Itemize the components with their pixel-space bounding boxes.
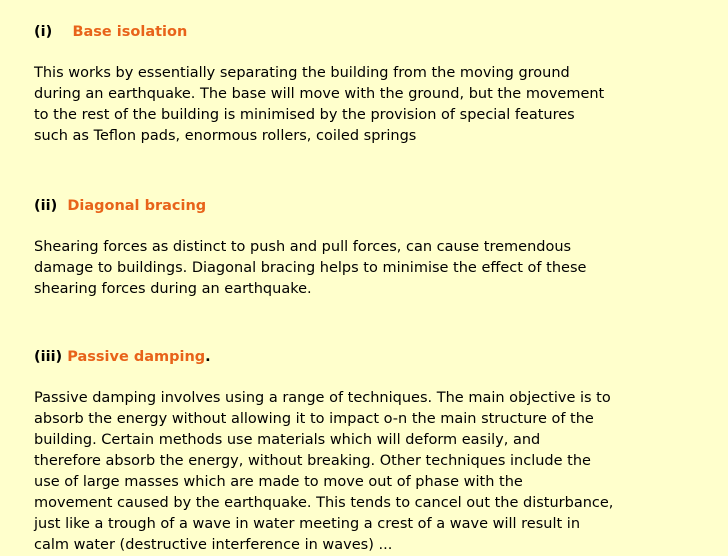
section-paragraph: [34, 237, 724, 300]
paragraph-line: This works by essentially separating the building from the moving ground: [34, 65, 570, 81]
section-diagonal-bracing: [34, 196, 724, 300]
paragraph-line: therefore absorb the energy, without breaking. Other techniques include the: [34, 453, 591, 469]
paragraph-line: Shearing forces as distinct to push and pull forces, can cause tremendous: [34, 239, 572, 255]
section-heading: [34, 347, 724, 367]
paragraph-line: to the rest of the building is minimised by the provision of special features: [34, 107, 575, 123]
paragraph-line: such as Teflon pads, enormous rollers, coiled springs: [34, 128, 417, 144]
section-title-suffix: .: [205, 349, 211, 365]
paragraph-line: calm water (destructive interference in waves) ...: [34, 537, 393, 553]
document-body: [34, 22, 724, 556]
section-heading: [34, 196, 724, 216]
section-title: Diagonal bracing: [67, 198, 207, 214]
paragraph-line: just like a trough of a wave in water meeting a crest of a wave will result in: [34, 516, 581, 532]
section-paragraph: [34, 63, 724, 147]
section-heading: [34, 22, 724, 42]
section-number: (ii): [34, 198, 58, 214]
paragraph-line: damage to buildings. Diagonal bracing helps to minimise the effect of these: [34, 260, 587, 276]
paragraph-line: during an earthquake. The base will move with the ground, but the movement: [34, 86, 605, 102]
paragraph-line: use of large masses which are made to move out of phase with the: [34, 474, 523, 490]
section-passive-damping: [34, 347, 724, 556]
section-base-isolation: [34, 22, 724, 147]
paragraph-line: movement caused by the earthquake. This tends to cancel out the disturbance,: [34, 495, 614, 511]
paragraph-line: absorb the energy without allowing it to impact o-n the main structure of the: [34, 411, 594, 427]
section-title: Passive damping: [67, 349, 206, 365]
paragraph-line: Passive damping involves using a range of techniques. The main objective is to: [34, 390, 611, 406]
section-title: Base isolation: [72, 24, 188, 40]
paragraph-line: shearing forces during an earthquake.: [34, 281, 312, 297]
section-number: (i): [34, 24, 53, 40]
paragraph-line: building. Certain methods use materials which will deform easily, and: [34, 432, 541, 448]
section-paragraph: [34, 388, 724, 556]
section-number: (iii): [34, 349, 63, 365]
